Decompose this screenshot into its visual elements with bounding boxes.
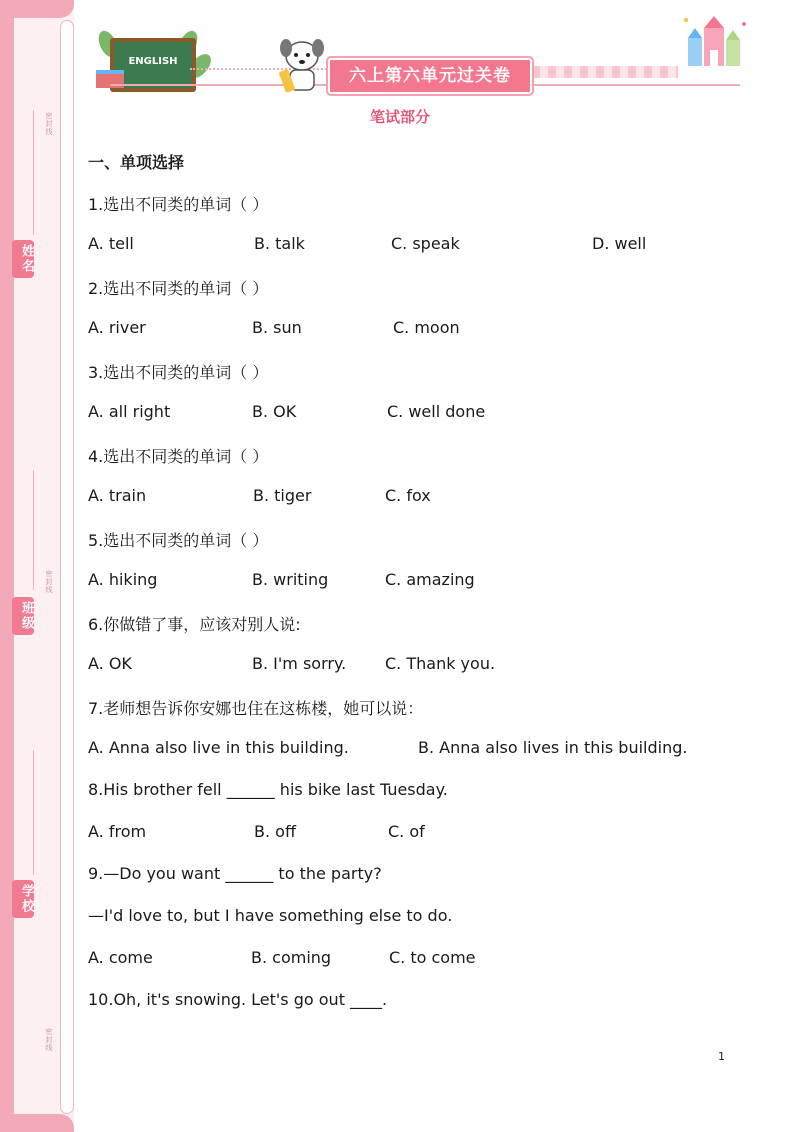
option: B. I'm sorry. [252, 654, 347, 673]
seal-line-text: 密封线 [45, 1028, 53, 1052]
option: B. Anna also lives in this building. [418, 738, 688, 757]
page-number: 1 [718, 1050, 725, 1063]
option: B. tiger [253, 486, 312, 505]
question-stem: 9.—Do you want ______ to the party? [88, 864, 382, 883]
subtitle: 笔试部分 [369, 108, 430, 126]
option: B. OK [252, 402, 297, 421]
question-stem: 5.选出不同类的单词（ ） [88, 531, 269, 550]
question-stem: 10.Oh, it's snowing. Let's go out ____. [88, 990, 388, 1009]
option: A. river [88, 318, 146, 337]
binding-strip [0, 0, 74, 1132]
puppy-mascot-icon [276, 34, 328, 94]
strip-edge [0, 0, 14, 1132]
option: C. to come [389, 948, 476, 967]
option: B. writing [252, 570, 329, 589]
school-line [33, 750, 34, 875]
option: D. well [592, 234, 647, 253]
question-stem: 3.选出不同类的单词（ ） [88, 363, 269, 382]
option: C. Thank you. [385, 654, 496, 673]
option: C. amazing [385, 570, 475, 589]
question-stem: 1.选出不同类的单词（ ） [88, 195, 269, 214]
option: C. speak [391, 234, 460, 253]
option: A. OK [88, 654, 132, 673]
option: A. Anna also live in this building. [88, 738, 349, 757]
option: C. fox [385, 486, 431, 505]
name-line [33, 110, 34, 235]
strip-top-cap [0, 0, 74, 18]
option: A. come [88, 948, 153, 967]
option: B. sun [252, 318, 302, 337]
option: A. train [88, 486, 147, 505]
option: C. well done [387, 402, 486, 421]
strip-bottom-cap [0, 1114, 74, 1132]
castle-icon [680, 12, 750, 70]
question-stem: 6.你做错了事，应该对别人说: [88, 615, 301, 634]
question-stem: 7.老师想告诉你安娜也住在这栋楼，她可以说： [88, 699, 424, 718]
strip-inner-rail [60, 20, 74, 1114]
section-title: 一、单项选择 [88, 153, 185, 172]
option: B. talk [254, 234, 305, 253]
option: A. from [88, 822, 147, 841]
option: A. hiking [88, 570, 158, 589]
option: B. coming [251, 948, 332, 967]
banner-title: 六上第六单元过关卷 [328, 58, 532, 94]
name-label: 姓名 [12, 240, 34, 278]
question-stem: 2.选出不同类的单词（ ） [88, 279, 269, 298]
question-stem-reply: —I'd love to, but I have something else to do. [88, 906, 453, 925]
header-stripes [532, 66, 678, 78]
option: A. all right [88, 402, 171, 421]
option: B. off [254, 822, 296, 841]
class-label: 班级 [12, 597, 34, 635]
chalkboard-text: ENGLISH [128, 56, 178, 67]
seal-line-text: 密封线 [45, 570, 53, 594]
question-stem: 4.选出不同类的单词（ ） [88, 447, 269, 466]
option: C. of [388, 822, 425, 841]
class-line [33, 470, 34, 590]
option: C. moon [393, 318, 460, 337]
question-stem: 8.His brother fell ______ his bike last Tuesday. [88, 780, 448, 799]
school-label: 学校 [12, 880, 34, 918]
seal-line-text: 密封线 [45, 112, 53, 136]
option: A. tell [88, 234, 134, 253]
